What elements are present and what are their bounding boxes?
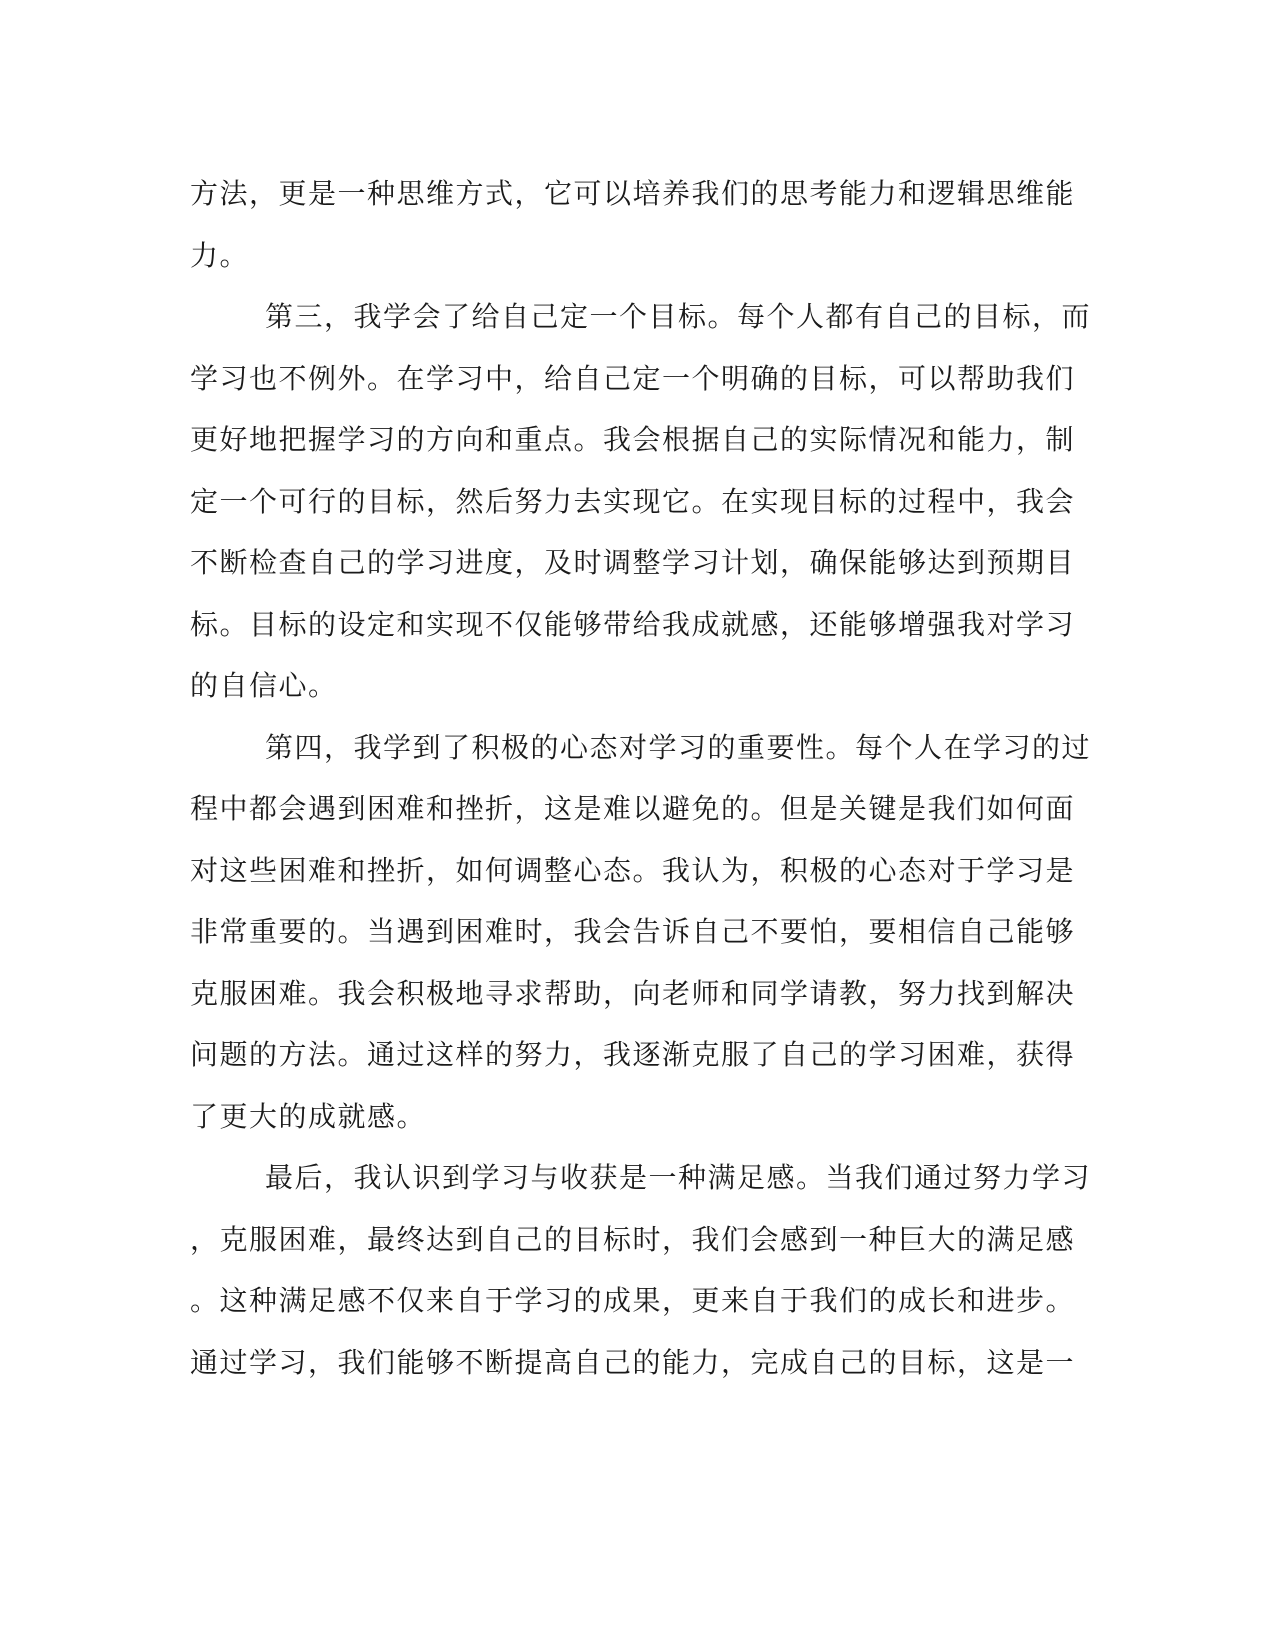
text-line: 标。目标的设定和实现不仅能够带给我成就感，还能够增强我对学习 — [190, 607, 1076, 641]
text-line: 程中都会遇到困难和挫折，这是难以避免的。但是关键是我们如何面 — [190, 792, 1076, 825]
text-line: 第四，我学到了积极的心态对学习的重要性。每个人在学习的过 — [265, 730, 1092, 764]
text-line: 了更大的成就感。 — [190, 1099, 427, 1133]
text-line: 第三，我学会了给自己定一个目标。每个人都有自己的目标，而 — [265, 300, 1092, 333]
text-line: 非常重要的。当遇到困难时，我会告诉自己不要怕，要相信自己能够 — [190, 915, 1076, 948]
text-line: 学习也不例外。在学习中，给自己定一个明确的目标，可以帮助我们 — [190, 361, 1076, 395]
text-line: ，克服困难，最终达到自己的目标时，我们会感到一种巨大的满足感 — [190, 1222, 1076, 1256]
text-line: 的自信心。 — [190, 669, 338, 702]
text-line: 力。 — [190, 238, 250, 272]
text-line: 对这些困难和挫折，如何调整心态。我认为，积极的心态对于学习是 — [190, 853, 1076, 887]
text-line: 通过学习，我们能够不断提高自己的能力，完成自己的目标，这是一 — [190, 1345, 1076, 1379]
text-line: 不断检查自己的学习进度，及时调整学习计划，确保能够达到预期目 — [190, 546, 1076, 579]
text-line: 克服困难。我会积极地寻求帮助，向老师和同学请教，努力找到解决 — [190, 976, 1076, 1010]
text-line: 更好地把握学习的方向和重点。我会根据自己的实际情况和能力，制 — [190, 423, 1076, 456]
text-line: 问题的方法。通过这样的努力，我逐渐克服了自己的学习困难，获得 — [190, 1038, 1076, 1071]
text-line: 最后，我认识到学习与收获是一种满足感。当我们通过努力学习 — [265, 1161, 1092, 1194]
text-line: 方法，更是一种思维方式，它可以培养我们的思考能力和逻辑思维能 — [190, 177, 1076, 210]
text-line: 。这种满足感不仅来自于学习的成果，更来自于我们的成长和进步。 — [190, 1284, 1076, 1317]
text-line: 定一个可行的目标，然后努力去实现它。在实现目标的过程中，我会 — [190, 484, 1076, 518]
body-text — [190, 163, 1092, 1393]
